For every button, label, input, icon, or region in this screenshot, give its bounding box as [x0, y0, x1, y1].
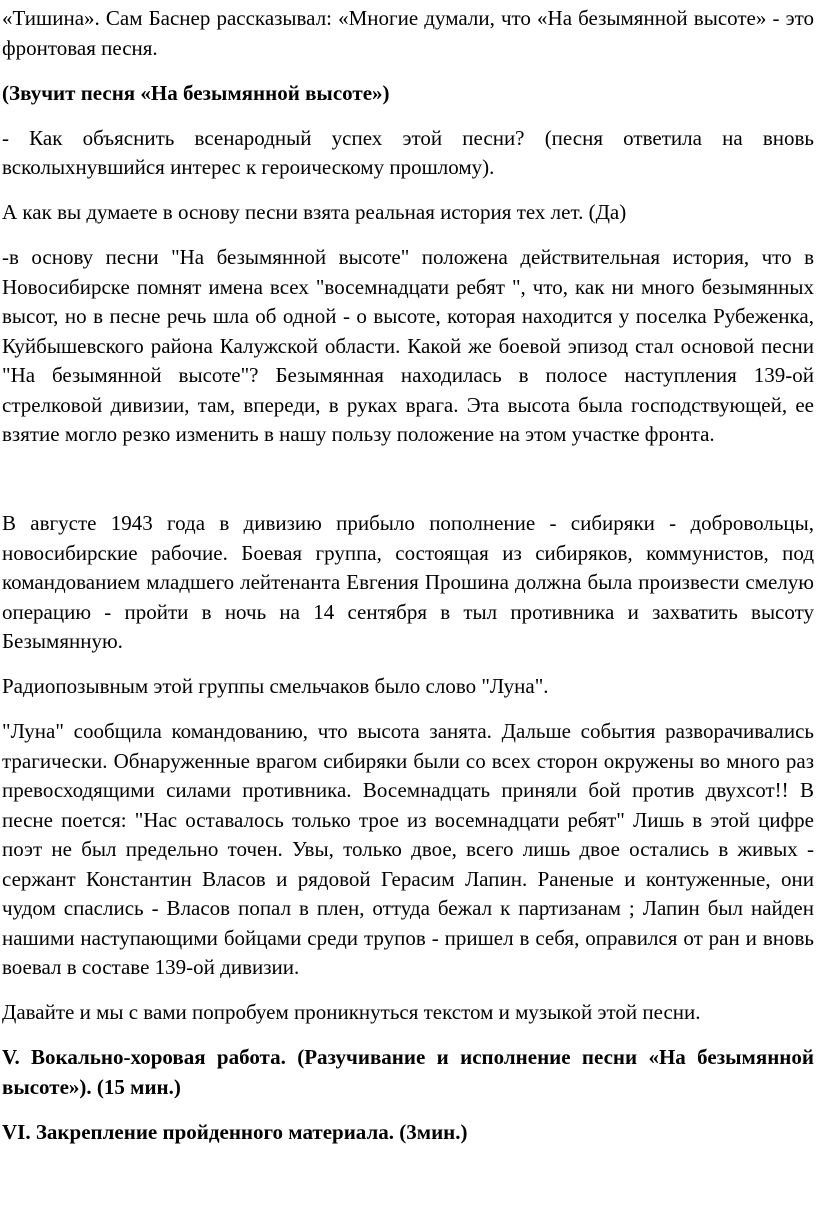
document-page [0, 4, 816, 1222]
paragraph-invitation: Давайте и мы с вами попробуем проникнуться текстом и музыкой этой песни. [2, 1000, 701, 1024]
blank-line [2, 465, 814, 509]
section-heading-vocal-work: V. Вокально-хоровая работа. (Разучивание и исполнение песни «На безымянной высоте»). (15 мин.) [2, 1045, 814, 1099]
section-heading-review: VI. Закрепление пройденного материала. (3мин.) [2, 1119, 468, 1144]
paragraph-luna-report: "Луна" сообщила командованию, что высота занята. Дальше события разворачивались трагически. Обнаруженные врагом сибиряки были со всех сторон окружены во много раз превосходящими силами противника. Восемнадцать приняли бой против двухсот!! В песне поется: "Нас оставалось только трое из восемнадцати ребят" Лишь в этой цифре поэт не был предельно точен. Увы, только двое, всего лишь двое остались в живых - сержант Константин Власов и рядовой Герасим Лапин. Раненые и контуженные, они чудом спаслись - Власов попал в плен, оттуда бежал к партизанам ; Лапин был найден нашими наступающими бойцами среди трупов - пришел в себя, оправился от ран и вновь воевал в составе 139-ой дивизии. [2, 719, 814, 979]
paragraph-august-1943: В августе 1943 года в дивизию прибыло пополнение - сибиряки - добровольцы, новосибирские рабочие. Боевая группа, состоящая из сибиряков, коммунистов, под командованием младшего лейтенанта Евгения Прошина должна была произвести смелую операцию - пройти в ночь на 14 сентября в тыл противника и захватить высоту Безымянную. [2, 511, 814, 653]
paragraph-real-story-question: А как вы думаете в основу песни взята реальная история тех лет. (Да) [2, 200, 627, 224]
paragraph-question-success: - Как объяснить всенародный успех этой песни? (песня ответила на вновь всколыхнувшийся интерес к героическому прошлому). [2, 125, 814, 179]
paragraph-tishina-quote: «Тишина». Сам Баснер рассказывал: «Многие думали, что «На безымянной высоте» - это фронтовая песня. [2, 6, 814, 60]
paragraph-story-basis: -в основу песни "На безымянной высоте" положена действительная история, что в Новосибирске помнят имена всех "восемнадцати ребят ", что, как ни много безымянных высот, но в песне речь шла об одной - о высоте, которая находится у поселка Рубеженка, Куйбышевского района Калужской области. Какой же боевой эпизод стал основой песни "На безымянной высоте"? Безымянная находилась в полосе наступления 139-ой стрелковой дивизии, там, впереди, в руках врага. Эта высота была господствующей, ее взятие могло резко изменить в нашу пользу положение на этом участке фронта. [2, 245, 814, 446]
song-playing-note: (Звучит песня «На безымянной высоте») [2, 80, 390, 105]
paragraph-radio-callsign: Радиопозывным этой группы смельчаков было слово "Луна". [2, 674, 549, 698]
